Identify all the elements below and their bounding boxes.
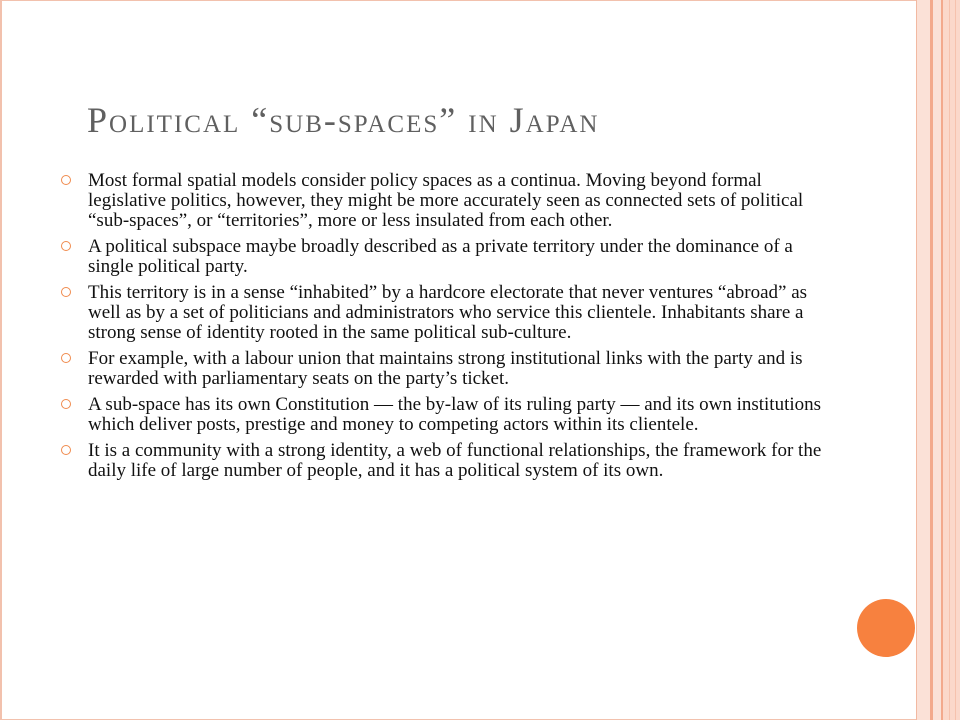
- hollow-circle-bullet-icon: [61, 399, 71, 409]
- decorative-band: [933, 0, 941, 720]
- bullet-text: For example, with a labour union that maintains strong institutional links with the party and is rewarded with parliamentary seats on the party’s ticket.: [88, 348, 803, 389]
- bullet-item: [60, 171, 830, 231]
- decorative-band-line: [955, 0, 956, 720]
- bullet-list: [60, 171, 830, 487]
- bullet-item: [60, 237, 830, 277]
- bullet-item: [60, 441, 830, 481]
- bullet-item: [60, 283, 830, 343]
- bullet-text: A sub-space has its own Constitution — the by-law of its ruling party — and its own institutions which deliver posts, prestige and money to competing actors within its clientele.: [88, 394, 822, 435]
- hollow-circle-bullet-icon: [61, 241, 71, 251]
- hollow-circle-bullet-icon: [61, 175, 71, 185]
- bullet-text: Most formal spatial models consider policy spaces as a continua. Moving beyond formal legislative politics, however, they might be more accurately seen as connected sets of political “sub-spaces”, or “territories”, more or less insulated from each other.: [88, 170, 804, 231]
- orange-circle-decoration: [857, 599, 915, 657]
- decorative-band: [917, 0, 930, 720]
- hollow-circle-bullet-icon: [61, 445, 71, 455]
- hollow-circle-bullet-icon: [61, 287, 71, 297]
- bullet-text: This territory is in a sense “inhabited” by a hardcore electorate that never ventures “abroad” as well as by a set of politicians and administrators who service this clientele. Inhabitants share a strong sense of identity rooted in the same political sub-culture.: [88, 282, 808, 343]
- bullet-item: [60, 395, 830, 435]
- decorative-band-line: [949, 0, 950, 720]
- bullet-item: [60, 349, 830, 389]
- hollow-circle-bullet-icon: [61, 353, 71, 363]
- bullet-text: A political subspace maybe broadly described as a private territory under the dominance of a single political party.: [88, 236, 793, 277]
- bullet-text: It is a community with a strong identity, a web of functional relationships, the framework for the daily life of large number of people, and it has a political system of its own.: [88, 440, 822, 481]
- decorative-band: [943, 0, 960, 720]
- slide-title: Political “sub-spaces” in Japan: [87, 100, 600, 140]
